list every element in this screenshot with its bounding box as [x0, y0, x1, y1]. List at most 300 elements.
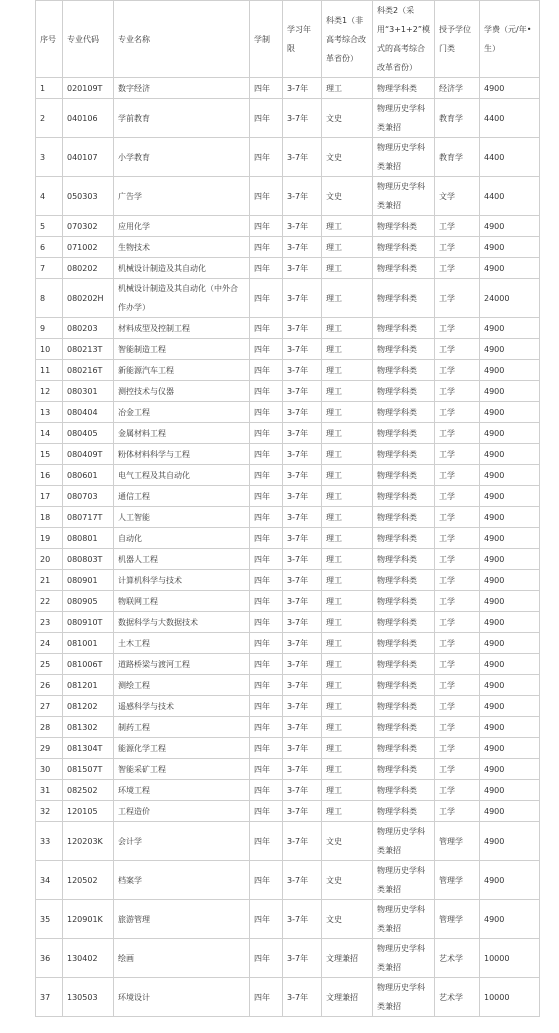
cell-index: 33	[36, 822, 63, 861]
table-row	[36, 237, 540, 258]
cell-index: 21	[36, 570, 63, 591]
cell-tuition: 4900	[480, 759, 540, 780]
cell-degree: 工学	[435, 237, 480, 258]
cell-name: 材料成型及控制工程	[114, 318, 250, 339]
table-row	[36, 612, 540, 633]
cell-duration: 四年	[250, 402, 283, 423]
table-row	[36, 360, 540, 381]
cell-tuition: 4900	[480, 486, 540, 507]
cell-years: 3-7年	[283, 258, 322, 279]
cell-name: 数字经济	[114, 78, 250, 99]
cell-duration: 四年	[250, 549, 283, 570]
cell-category-2: 物理学科类	[373, 570, 435, 591]
cell-duration: 四年	[250, 258, 283, 279]
table-row	[36, 216, 540, 237]
cell-category-1: 理工	[322, 696, 373, 717]
cell-category-2: 物理历史学科类兼招	[373, 900, 435, 939]
cell-duration: 四年	[250, 339, 283, 360]
cell-name: 学前教育	[114, 99, 250, 138]
cell-degree: 工学	[435, 696, 480, 717]
cell-tuition: 4900	[480, 696, 540, 717]
cell-years: 3-7年	[283, 528, 322, 549]
cell-tuition: 4900	[480, 780, 540, 801]
cell-name: 电气工程及其自动化	[114, 465, 250, 486]
cell-degree: 工学	[435, 780, 480, 801]
cell-name: 土木工程	[114, 633, 250, 654]
cell-degree: 艺术学	[435, 939, 480, 978]
table-row	[36, 444, 540, 465]
cell-years: 3-7年	[283, 570, 322, 591]
cell-degree: 文学	[435, 177, 480, 216]
cell-degree: 工学	[435, 759, 480, 780]
cell-index: 10	[36, 339, 63, 360]
cell-years: 3-7年	[283, 780, 322, 801]
cell-category-2: 物理学科类	[373, 759, 435, 780]
cell-years: 3-7年	[283, 654, 322, 675]
cell-duration: 四年	[250, 216, 283, 237]
cell-degree: 工学	[435, 633, 480, 654]
cell-name: 人工智能	[114, 507, 250, 528]
cell-category-2: 物理学科类	[373, 78, 435, 99]
cell-degree: 经济学	[435, 78, 480, 99]
cell-category-2: 物理历史学科类兼招	[373, 861, 435, 900]
cell-index: 1	[36, 78, 63, 99]
cell-category-2: 物理学科类	[373, 423, 435, 444]
cell-duration: 四年	[250, 675, 283, 696]
cell-category-2: 物理学科类	[373, 444, 435, 465]
cell-years: 3-7年	[283, 360, 322, 381]
cell-category-2: 物理学科类	[373, 237, 435, 258]
cell-duration: 四年	[250, 570, 283, 591]
cell-code: 040106	[63, 99, 114, 138]
cell-category-1: 理工	[322, 612, 373, 633]
cell-index: 32	[36, 801, 63, 822]
cell-category-2: 物理学科类	[373, 486, 435, 507]
cell-name: 物联网工程	[114, 591, 250, 612]
cell-code: 080301	[63, 381, 114, 402]
cell-years: 3-7年	[283, 318, 322, 339]
cell-code: 081507T	[63, 759, 114, 780]
table-row	[36, 486, 540, 507]
cell-degree: 工学	[435, 465, 480, 486]
cell-category-1: 文理兼招	[322, 939, 373, 978]
table-row	[36, 402, 540, 423]
cell-duration: 四年	[250, 78, 283, 99]
cell-index: 29	[36, 738, 63, 759]
cell-degree: 工学	[435, 486, 480, 507]
cell-duration: 四年	[250, 612, 283, 633]
table-row	[36, 780, 540, 801]
cell-tuition: 4900	[480, 318, 540, 339]
table-row	[36, 78, 540, 99]
cell-code: 081202	[63, 696, 114, 717]
cell-index: 16	[36, 465, 63, 486]
cell-category-2: 物理学科类	[373, 591, 435, 612]
cell-tuition: 4400	[480, 138, 540, 177]
cell-degree: 工学	[435, 549, 480, 570]
cell-category-1: 文史	[322, 822, 373, 861]
cell-category-1: 理工	[322, 654, 373, 675]
cell-code: 130503	[63, 978, 114, 1017]
cell-name: 计算机科学与技术	[114, 570, 250, 591]
cell-degree: 工学	[435, 507, 480, 528]
cell-code: 071002	[63, 237, 114, 258]
cell-years: 3-7年	[283, 279, 322, 318]
table-row	[36, 717, 540, 738]
cell-years: 3-7年	[283, 759, 322, 780]
cell-duration: 四年	[250, 360, 283, 381]
cell-category-2: 物理历史学科类兼招	[373, 177, 435, 216]
cell-degree: 工学	[435, 717, 480, 738]
cell-category-1: 理工	[322, 486, 373, 507]
cell-category-2: 物理学科类	[373, 216, 435, 237]
cell-category-2: 物理学科类	[373, 528, 435, 549]
cell-years: 3-7年	[283, 465, 322, 486]
cell-degree: 工学	[435, 402, 480, 423]
cell-duration: 四年	[250, 633, 283, 654]
cell-duration: 四年	[250, 318, 283, 339]
cell-tuition: 4900	[480, 423, 540, 444]
cell-category-2: 物理学科类	[373, 339, 435, 360]
cell-category-2: 物理学科类	[373, 738, 435, 759]
cell-category-1: 文史	[322, 99, 373, 138]
cell-tuition: 4900	[480, 507, 540, 528]
cell-index: 22	[36, 591, 63, 612]
cell-code: 040107	[63, 138, 114, 177]
cell-name: 环境工程	[114, 780, 250, 801]
cell-degree: 工学	[435, 318, 480, 339]
cell-years: 3-7年	[283, 696, 322, 717]
cell-name: 生物技术	[114, 237, 250, 258]
cell-name: 会计学	[114, 822, 250, 861]
cell-index: 28	[36, 717, 63, 738]
cell-degree: 工学	[435, 675, 480, 696]
cell-duration: 四年	[250, 99, 283, 138]
cell-duration: 四年	[250, 444, 283, 465]
cell-index: 13	[36, 402, 63, 423]
cell-category-1: 理工	[322, 339, 373, 360]
cell-index: 27	[36, 696, 63, 717]
header-degree: 授予学位门类	[435, 1, 480, 78]
cell-category-1: 理工	[322, 78, 373, 99]
cell-name: 通信工程	[114, 486, 250, 507]
cell-years: 3-7年	[283, 822, 322, 861]
cell-code: 130402	[63, 939, 114, 978]
header-duration: 学制	[250, 1, 283, 78]
cell-degree: 工学	[435, 612, 480, 633]
table-row	[36, 939, 540, 978]
cell-years: 3-7年	[283, 900, 322, 939]
cell-degree: 管理学	[435, 900, 480, 939]
cell-code: 081302	[63, 717, 114, 738]
cell-tuition: 4900	[480, 801, 540, 822]
cell-category-1: 理工	[322, 633, 373, 654]
cell-index: 12	[36, 381, 63, 402]
cell-index: 5	[36, 216, 63, 237]
cell-tuition: 4900	[480, 360, 540, 381]
cell-name: 自动化	[114, 528, 250, 549]
table-row	[36, 507, 540, 528]
cell-years: 3-7年	[283, 675, 322, 696]
cell-years: 3-7年	[283, 237, 322, 258]
cell-name: 工程造价	[114, 801, 250, 822]
cell-name: 能源化学工程	[114, 738, 250, 759]
cell-tuition: 10000	[480, 939, 540, 978]
cell-code: 120901K	[63, 900, 114, 939]
cell-category-1: 理工	[322, 717, 373, 738]
cell-years: 3-7年	[283, 612, 322, 633]
header-name: 专业名称	[114, 1, 250, 78]
cell-category-2: 物理学科类	[373, 801, 435, 822]
cell-code: 081001	[63, 633, 114, 654]
cell-category-2: 物理学科类	[373, 402, 435, 423]
cell-category-2: 物理学科类	[373, 675, 435, 696]
cell-category-2: 物理学科类	[373, 717, 435, 738]
cell-degree: 工学	[435, 738, 480, 759]
cell-code: 120502	[63, 861, 114, 900]
table-body	[36, 78, 540, 1017]
table-row	[36, 465, 540, 486]
cell-index: 7	[36, 258, 63, 279]
cell-degree: 工学	[435, 258, 480, 279]
cell-name: 旅游管理	[114, 900, 250, 939]
cell-index: 9	[36, 318, 63, 339]
cell-name: 环境设计	[114, 978, 250, 1017]
cell-duration: 四年	[250, 423, 283, 444]
cell-years: 3-7年	[283, 978, 322, 1017]
cell-years: 3-7年	[283, 402, 322, 423]
cell-duration: 四年	[250, 486, 283, 507]
table-row	[36, 549, 540, 570]
table-row	[36, 138, 540, 177]
cell-category-1: 理工	[322, 279, 373, 318]
cell-degree: 工学	[435, 444, 480, 465]
cell-tuition: 4900	[480, 78, 540, 99]
cell-duration: 四年	[250, 507, 283, 528]
cell-code: 080905	[63, 591, 114, 612]
cell-index: 8	[36, 279, 63, 318]
cell-degree: 教育学	[435, 138, 480, 177]
cell-tuition: 4900	[480, 612, 540, 633]
cell-code: 080203	[63, 318, 114, 339]
cell-tuition: 4900	[480, 402, 540, 423]
cell-tuition: 4900	[480, 465, 540, 486]
cell-degree: 艺术学	[435, 978, 480, 1017]
cell-code: 081201	[63, 675, 114, 696]
table-row	[36, 654, 540, 675]
cell-code: 080801	[63, 528, 114, 549]
cell-category-2: 物理历史学科类兼招	[373, 939, 435, 978]
table-row	[36, 738, 540, 759]
cell-degree: 教育学	[435, 99, 480, 138]
table-row	[36, 177, 540, 216]
cell-tuition: 4400	[480, 99, 540, 138]
majors-table-container	[35, 0, 539, 1017]
cell-code: 080901	[63, 570, 114, 591]
cell-tuition: 4900	[480, 549, 540, 570]
cell-name: 绘画	[114, 939, 250, 978]
cell-code: 080717T	[63, 507, 114, 528]
header-code: 专业代码	[63, 1, 114, 78]
cell-category-1: 文理兼招	[322, 978, 373, 1017]
table-row	[36, 759, 540, 780]
cell-index: 35	[36, 900, 63, 939]
cell-category-2: 物理学科类	[373, 696, 435, 717]
cell-name: 小学教育	[114, 138, 250, 177]
cell-category-2: 物理学科类	[373, 318, 435, 339]
cell-index: 15	[36, 444, 63, 465]
cell-duration: 四年	[250, 177, 283, 216]
majors-table	[35, 0, 540, 1017]
cell-duration: 四年	[250, 591, 283, 612]
cell-index: 36	[36, 939, 63, 978]
cell-category-1: 理工	[322, 759, 373, 780]
cell-code: 082502	[63, 780, 114, 801]
cell-degree: 工学	[435, 801, 480, 822]
cell-code: 080213T	[63, 339, 114, 360]
table-row	[36, 381, 540, 402]
cell-years: 3-7年	[283, 861, 322, 900]
cell-years: 3-7年	[283, 717, 322, 738]
cell-category-2: 物理学科类	[373, 549, 435, 570]
cell-degree: 管理学	[435, 822, 480, 861]
cell-category-1: 理工	[322, 318, 373, 339]
cell-years: 3-7年	[283, 339, 322, 360]
cell-code: 080803T	[63, 549, 114, 570]
table-row	[36, 591, 540, 612]
cell-code: 020109T	[63, 78, 114, 99]
cell-years: 3-7年	[283, 486, 322, 507]
cell-tuition: 4900	[480, 861, 540, 900]
cell-name: 冶金工程	[114, 402, 250, 423]
table-row	[36, 978, 540, 1017]
cell-duration: 四年	[250, 780, 283, 801]
cell-code: 080409T	[63, 444, 114, 465]
cell-duration: 四年	[250, 939, 283, 978]
cell-category-1: 理工	[322, 402, 373, 423]
table-row	[36, 258, 540, 279]
cell-index: 20	[36, 549, 63, 570]
table-row	[36, 339, 540, 360]
cell-years: 3-7年	[283, 939, 322, 978]
cell-name: 测绘工程	[114, 675, 250, 696]
cell-degree: 工学	[435, 423, 480, 444]
cell-category-1: 文史	[322, 900, 373, 939]
cell-name: 应用化学	[114, 216, 250, 237]
cell-tuition: 4900	[480, 717, 540, 738]
cell-tuition: 4900	[480, 675, 540, 696]
cell-years: 3-7年	[283, 507, 322, 528]
cell-index: 25	[36, 654, 63, 675]
cell-name: 新能源汽车工程	[114, 360, 250, 381]
cell-tuition: 4900	[480, 339, 540, 360]
cell-tuition: 4900	[480, 528, 540, 549]
table-row	[36, 900, 540, 939]
cell-duration: 四年	[250, 237, 283, 258]
cell-category-1: 文史	[322, 138, 373, 177]
cell-index: 26	[36, 675, 63, 696]
cell-tuition: 4900	[480, 381, 540, 402]
cell-degree: 工学	[435, 339, 480, 360]
cell-category-1: 理工	[322, 237, 373, 258]
cell-years: 3-7年	[283, 591, 322, 612]
cell-name: 粉体材料科学与工程	[114, 444, 250, 465]
cell-code: 080703	[63, 486, 114, 507]
table-row	[36, 423, 540, 444]
cell-category-1: 文史	[322, 177, 373, 216]
header-tuition: 学费（元/年•生）	[480, 1, 540, 78]
cell-category-1: 理工	[322, 591, 373, 612]
cell-duration: 四年	[250, 381, 283, 402]
table-row	[36, 861, 540, 900]
cell-category-1: 理工	[322, 423, 373, 444]
cell-name: 机器人工程	[114, 549, 250, 570]
table-row	[36, 279, 540, 318]
cell-duration: 四年	[250, 696, 283, 717]
cell-index: 4	[36, 177, 63, 216]
cell-code: 080910T	[63, 612, 114, 633]
cell-category-2: 物理学科类	[373, 654, 435, 675]
cell-category-1: 理工	[322, 570, 373, 591]
cell-duration: 四年	[250, 528, 283, 549]
cell-years: 3-7年	[283, 177, 322, 216]
cell-degree: 工学	[435, 279, 480, 318]
cell-duration: 四年	[250, 978, 283, 1017]
header-index: 序号	[36, 1, 63, 78]
cell-duration: 四年	[250, 900, 283, 939]
cell-category-1: 理工	[322, 507, 373, 528]
cell-years: 3-7年	[283, 99, 322, 138]
cell-degree: 工学	[435, 570, 480, 591]
table-row	[36, 822, 540, 861]
cell-tuition: 4900	[480, 444, 540, 465]
cell-code: 120105	[63, 801, 114, 822]
cell-index: 30	[36, 759, 63, 780]
cell-years: 3-7年	[283, 738, 322, 759]
cell-code: 080202	[63, 258, 114, 279]
cell-code: 120203K	[63, 822, 114, 861]
cell-category-2: 物理学科类	[373, 381, 435, 402]
cell-index: 6	[36, 237, 63, 258]
cell-category-2: 物理学科类	[373, 465, 435, 486]
cell-category-2: 物理学科类	[373, 633, 435, 654]
cell-category-2: 物理学科类	[373, 258, 435, 279]
cell-name: 机械设计制造及其自动化	[114, 258, 250, 279]
cell-category-2: 物理学科类	[373, 360, 435, 381]
cell-duration: 四年	[250, 759, 283, 780]
cell-index: 31	[36, 780, 63, 801]
cell-name: 机械设计制造及其自动化（中外合作办学）	[114, 279, 250, 318]
header-category-1: 科类1（非高考综合改革省份）	[322, 1, 373, 78]
cell-tuition: 4900	[480, 654, 540, 675]
cell-code: 050303	[63, 177, 114, 216]
table-row	[36, 675, 540, 696]
cell-tuition: 24000	[480, 279, 540, 318]
cell-name: 制药工程	[114, 717, 250, 738]
cell-index: 11	[36, 360, 63, 381]
cell-index: 17	[36, 486, 63, 507]
cell-duration: 四年	[250, 465, 283, 486]
cell-category-1: 理工	[322, 780, 373, 801]
cell-category-1: 理工	[322, 738, 373, 759]
cell-index: 23	[36, 612, 63, 633]
cell-name: 数据科学与大数据技术	[114, 612, 250, 633]
cell-category-2: 物理历史学科类兼招	[373, 978, 435, 1017]
cell-code: 081304T	[63, 738, 114, 759]
cell-name: 广告学	[114, 177, 250, 216]
cell-duration: 四年	[250, 717, 283, 738]
cell-tuition: 4900	[480, 738, 540, 759]
